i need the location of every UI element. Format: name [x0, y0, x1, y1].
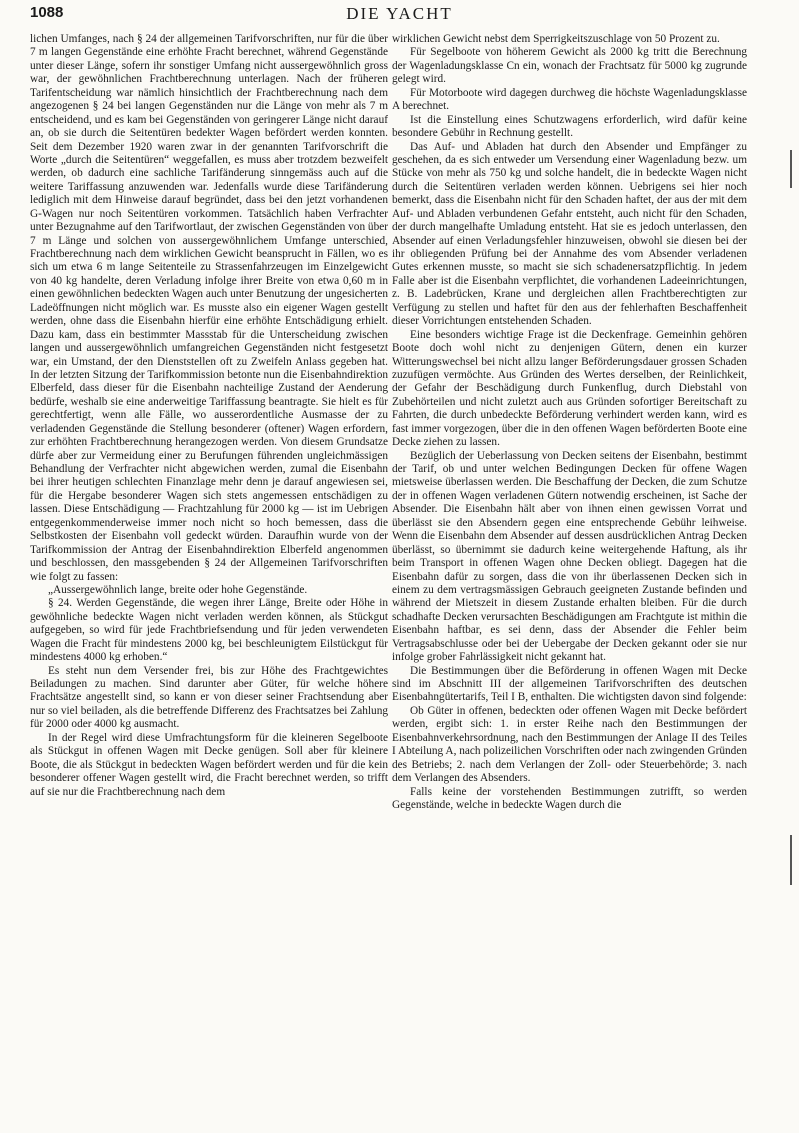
quote-body: § 24. Werden Gegenstände, die wegen ihrer Länge, Breite oder Höhe in gewöhnliche bedeckte Wagen nicht verladen werden können, als Stückgut aufgegeben, so wird für jede Frachtbriefsendung und für jeden verwendeten Wagen die Fracht für mindestens 2000 kg, bei beschleunigtem Eilstückgut für mindestens 4000 kg erhoben.“ [30, 597, 388, 664]
scan-edge-mark [790, 150, 792, 188]
paragraph: lichen Umfanges, nach § 24 der allgemeinen Tarifvorschriften, nur für die über 7 m langen Gegenstände eine erhöhte Fracht berechnet, während Gegenstände unter dieser Länge, sofern ihr sonstiger Umfang nicht aussergewöhnlich gross war, der gewöhnlichen Frachtberechnung unterlagen. Nach der früheren Tarifentscheidung war nämlich hinsichtlich der Frachtberechnung nach dem angezogenen § 24 bei langen Gegenständen nur die Länge von mehr als 7 m entscheidend, und es kam bei Gegenständen von geringerer Länge nicht darauf an, ob sie durch die Seitentüren bedekter Wagen befördert werden konnten. Seit dem Dezember 1920 waren zwar in der genannten Tarifvorschrift die Worte „durch die Seitentüren“ weggefallen, es muss aber trotzdem bezweifelt werden, ob dadurch eine sachliche Tarifänderung sinngemäss auch auf die weitere Tariffassung anzuwenden war. Jedenfalls wurde diese Tarifänderung lediglich mit dem Hinweise darauf begründet, dass bei den jetzt vorhandenen G-Wagen nur noch Seitentüren vorkommen. Tatsächlich haben Verfrachter unter Bezugnahme auf den Tarifwortlaut, der zwischen Gegenständen von über 7 m Länge und solchen von aussergewöhnlichem Umfange unterschied, Frachtberechnung nach dem wirklichen Gewicht beansprucht in Fällen, wo es sich um etwa 6 m lange Seitenteile zu Strassenfahrzeugen im Einzelgewicht von 40 kg handelte, deren Verladung infolge ihrer Breite von etwa 0,60 m in einen gewöhnlichen bedeckten Wagen auch unter Benutzung der ungesicherten Ladeöffnungen nicht möglich war. Es musste also ein eigener Wagen gestellt werden, ohne dass die Eisenbahn hierfür eine erhöhte Entschädigung erhielt. Dazu kam, dass ein bestimmter Massstab für die Unterscheidung zwischen langen und aussergewöhnlich umfangreichen Gegenständen nicht festgesetzt war, ein Umstand, der den Dienststellen oft zu Zweifeln Anlass gegeben hat. In der letzten Sitzung der Tarifkommission betonte nun die Eisenbahndirektion Elberfeld, dass dieser für die Eisenbahn nachteilige Zustand der Aenderung bedürfe, weshalb sie eine anderweitige Tariffassung beantragte. Sie hielt es für gerechtfertigt, wenn alle Fälle, wo ausserordentliche Ausmasse der zu verladenden Gegenstände die Stellung besonderer (oftener) Wagen erfordern, zur erhöhten Frachtberechnung herangezogen werden. Von diesem Grundsatze dürfe aber zur Vermeidung einer zu Berufungen führenden ungleichmässigen Behandlung der Verfrachter nicht abgewichen werden, zumal die Eisenbahn bei ihrer heutigen schlechten Finanzlage mehr denn je darauf angewiesen sei, für die Hergabe besonderer Wagen sich stets angemessen entschädigen zu lassen. Diese Entschädigung — Frachtzahlung für 2000 kg — ist im Uebrigen entgegenkommenderweise immer noch nicht so hoch bemessen, dass die Selbstkosten der Eisenbahn voll gedeckt würden. Daraufhin wurde von der Tarifkommission der Antrag der Eisenbahndirektion Elberfeld angenommen und beschlossen, den massgebenden § 24 der Allgemeinen Tarifvorschriften wie folgt zu fassen: [30, 33, 388, 583]
paragraph: Ob Güter in offenen, bedeckten oder offenen Wagen mit Decke befördert werden, ergibt sich: 1. in erster Reihe nach den Bestimmungen der Eisenbahnverkehrsordnung, nach den Bestimmungen der Anlage II des Teiles I Abteilung A, nach polizeilichen Vorschriften oder nach zwingenden Gründen des Betriebs; 2. nach dem Verlangen der Zoll- oder Steuerbehörde; 3. nach dem Verlangen des Absenders. [392, 704, 747, 785]
quote-heading: „Aussergewöhnlich lange, breite oder hohe Gegenstände. [48, 583, 308, 596]
paragraph: Ist die Einstellung eines Schutzwagens erforderlich, wird dafür keine besondere Gebühr in Rechnung gestellt. [392, 113, 747, 140]
paragraph: Falls keine der vorstehenden Bestimmungen zutrifft, so werden Gegenstände, welche in bedeckte Wagen durch die [392, 785, 747, 811]
paragraph: Eine besonders wichtige Frage ist die Deckenfrage. Gemeinhin gehören Boote doch wohl nicht zu denjenigen Gütern, denen ein kurzer Witterungswechsel bei nicht allzu langer Beförderungsdauer grossen Schaden zuzufügen vermöchte. Aus Gründen des Wertes derselben, der Reinlichkeit, der Gefahr der Beschädigung durch Funkenflug, durch Diebstahl von Zubehörteilen und nicht zuletzt auch aus Gründen sofortiger Bereitschaft zu Fahrten, die durch unbedeckte Beförderung verhindert werden kann, wird es fast immer vorgezogen, über die in den offenen Wagen beförderten Boote eine Decke ziehen zu lassen. [392, 328, 747, 449]
paragraph: Es steht nun dem Versender frei, bis zur Höhe des Frachtgewichtes Beiladungen zu machen. Sind darunter aber Güter, für welche höhere Frachtsätze angestellt sind, so kann er von dieser seiner Frachtsendung aber nur so viel beiladen, als die betreffende Differenz des Frachtsatzes bei Zahlung für 2000 oder 4000 kg ausmacht. [30, 664, 388, 731]
paragraph: wirklichen Gewicht nebst dem Sperrigkeitszuschlage von 50 Prozent zu. [392, 33, 720, 45]
paragraph: Für Motorboote wird dagegen durchweg die höchste Wagenladungsklasse A berechnet. [392, 86, 747, 113]
running-title: DIE YACHT [346, 4, 453, 23]
paragraph: In der Regel wird diese Umfrachtungsform für die kleineren Segelboote als Stückgut in offenen Wagen mit Decke genügen. Soll aber für kleinere Boote, die als Stückgut in bedeckten Wagen befördert werden und für die kein besonderer offener Wagen gestellt wird, die Fracht berechnet werden, so trifft auf sie nur die Frachtberechnung nach dem [30, 731, 388, 798]
right-column [392, 33, 747, 1128]
page-number: 1088 [30, 4, 64, 21]
paragraph: Bezüglich der Ueberlassung von Decken seitens der Eisenbahn, bestimmt der Tarif, ob und unter welchen Bedingungen Decken für offene Wagen mietsweise überlassen werden. Die Beschaffung der Decken, die zum Schutze der in offenen Wagen verladenen Gütern notwendig erscheinen, ist Sache der Absender. Die Eisenbahn hält aber von ihnen einen gewissen Vorrat und überlässt sie den Absendern gegen eine entsprechende Gebühr leihweise. Wenn die Eisenbahn dem Absender auf dessen ausdrücklichen Antrag Decken überlässt, so übernimmt sie dadurch keine weitergehende Haftung, als ihr beim Transport in offenen Wagen ohne Decken obliegt. Dagegen hat die Eisenbahn dafür zu sorgen, dass die von ihr überlassenen Decken sich in einem zu dem vertragsmässigen Gebrauch geeigneten Zustande befinden und während der Mietszeit in diesem Zustande erhalten bleiben. Für die durch schadhafte Decken verursachten Beschädigungen am Frachtgute ist mithin die Eisenbahn haftbar, es sei denn, dass der Absender die Fehler beim Vertragsabschlusse oder bei der Uebergabe der Decken gekannt oder sie nur infolge grober Fahrlässigkeit nicht gekannt hat. [392, 449, 747, 664]
paragraph: Die Bestimmungen über die Beförderung in offenen Wagen mit Decke sind im Abschnitt III der allgemeinen Tarifvorschriften des deutschen Eisenbahngütertarifs, Teil I B, enthalten. Die wichtigsten davon sind folgende: [392, 664, 747, 704]
scan-edge-mark [790, 835, 792, 885]
paragraph: Das Auf- und Abladen hat durch den Absender und Empfänger zu geschehen, da es sich entweder um Versendung einer Wagenladung bezw. um Stücke von mehr als 750 kg und solche handelt, die in bedeckte Wagen nicht durch die Seitentüren verladen werden können. Uebrigens sei hier noch bemerkt, dass die Eisenbahn nicht für den Schaden haftet, der aus der mit dem Auf- und Abladen verbundenen Gefahr entsteht, auch nicht für den Schaden, der durch mangelhafte Umladung entsteht. Hat sie es jedoch unterlassen, den Absender auf einen Verladungsfehler hinzuweisen, obwohl sie diesen bei der ihr obliegenden Prüfung bei der Annahme des vom Absender verladenen Gutes erkennen musste, so macht sie sich schadenersatzpflichtig. In jedem Falle aber ist die Eisenbahn verpflichtet, die vorhandenen Ladeeinrichtungen, z. B. Ladebrücken, Krane und dergleichen allen Frachtberechtigten zur Verfügung zu stellen und haftet für den aus der fehlerhaften Beschaffenheit dieser Vorrichtungen entstehenden Schaden. [392, 140, 747, 328]
left-column [30, 33, 388, 1128]
paragraph: Für Segelboote von höherem Gewicht als 2000 kg tritt die Berechnung der Wagenladungsklasse Cn ein, wonach der Frachtsatz für 5000 kg zugrunde gelegt wird. [392, 46, 747, 86]
